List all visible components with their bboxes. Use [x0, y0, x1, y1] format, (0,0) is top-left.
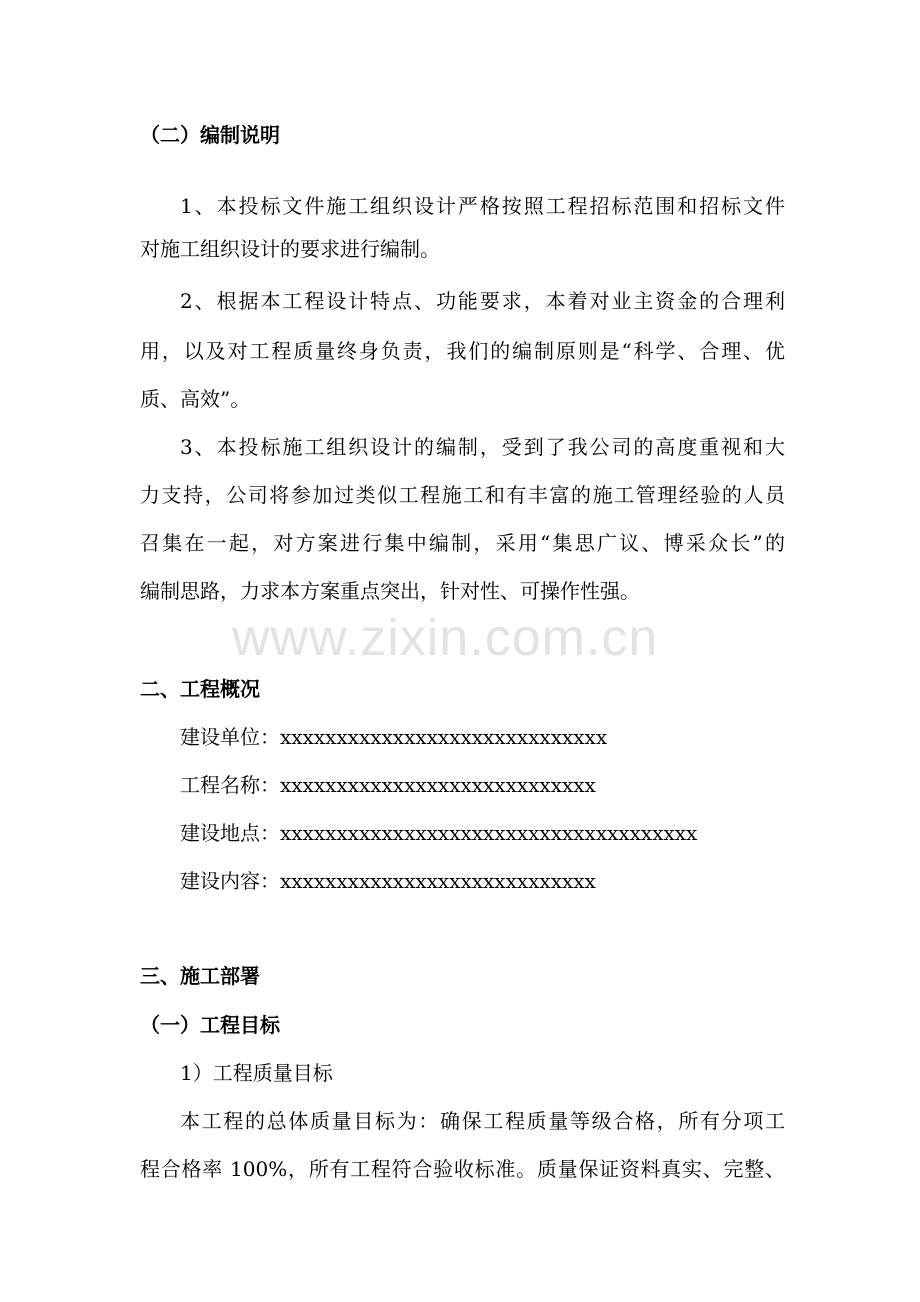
deploy-para-line2: 程合格率 100%，所有工程符合验收标准。质量保证资料真实、完整、 — [140, 1157, 785, 1181]
deploy-item-heading: 1）工程质量目标 — [180, 1061, 333, 1085]
compile-heading: （二）编制说明 — [140, 123, 280, 147]
overview-content: 建设内容：xxxxxxxxxxxxxxxxxxxxxxxxxxxx — [180, 869, 596, 893]
deploy-subheading: （一）工程目标 — [140, 1013, 280, 1037]
overview-project-name: 工程名称：xxxxxxxxxxxxxxxxxxxxxxxxxxxx — [180, 773, 596, 797]
overview-owner: 建设单位：xxxxxxxxxxxxxxxxxxxxxxxxxxxxx — [180, 725, 608, 749]
compile-p2-line1: 2、根据本工程设计特点、功能要求，本着对业主资金的合理利 — [180, 289, 785, 313]
compile-p2-line2: 用，以及对工程质量终身负责，我们的编制原则是“科学、合理、优 — [140, 339, 785, 363]
compile-p1-line1: 1、本投标文件施工组织设计严格按照工程招标范围和招标文件 — [180, 194, 785, 218]
compile-p3-line3: 召集在一起，对方案进行集中编制，采用“集思广议、博采众长”的 — [140, 531, 785, 555]
watermark: www.zixin.com.cn — [232, 609, 659, 667]
deploy-para-line1: 本工程的总体质量目标为：确保工程质量等级合格，所有分项工 — [180, 1109, 785, 1133]
compile-p3-line4: 编制思路，力求本方案重点突出，针对性、可操作性强。 — [140, 579, 640, 603]
compile-p2-line3: 质、高效”。 — [140, 387, 251, 411]
compile-p3-line1: 3、本投标施工组织设计的编制，受到了我公司的高度重视和大 — [180, 435, 785, 459]
deploy-heading: 三、施工部署 — [140, 964, 260, 988]
overview-heading: 二、工程概况 — [140, 677, 260, 701]
compile-p1-line2: 对施工组织设计的要求进行编制。 — [140, 237, 440, 261]
overview-location: 建设地点：xxxxxxxxxxxxxxxxxxxxxxxxxxxxxxxxxxxxx — [180, 821, 698, 845]
compile-p3-line2: 力支持，公司将参加过类似工程施工和有丰富的施工管理经验的人员 — [140, 483, 785, 507]
